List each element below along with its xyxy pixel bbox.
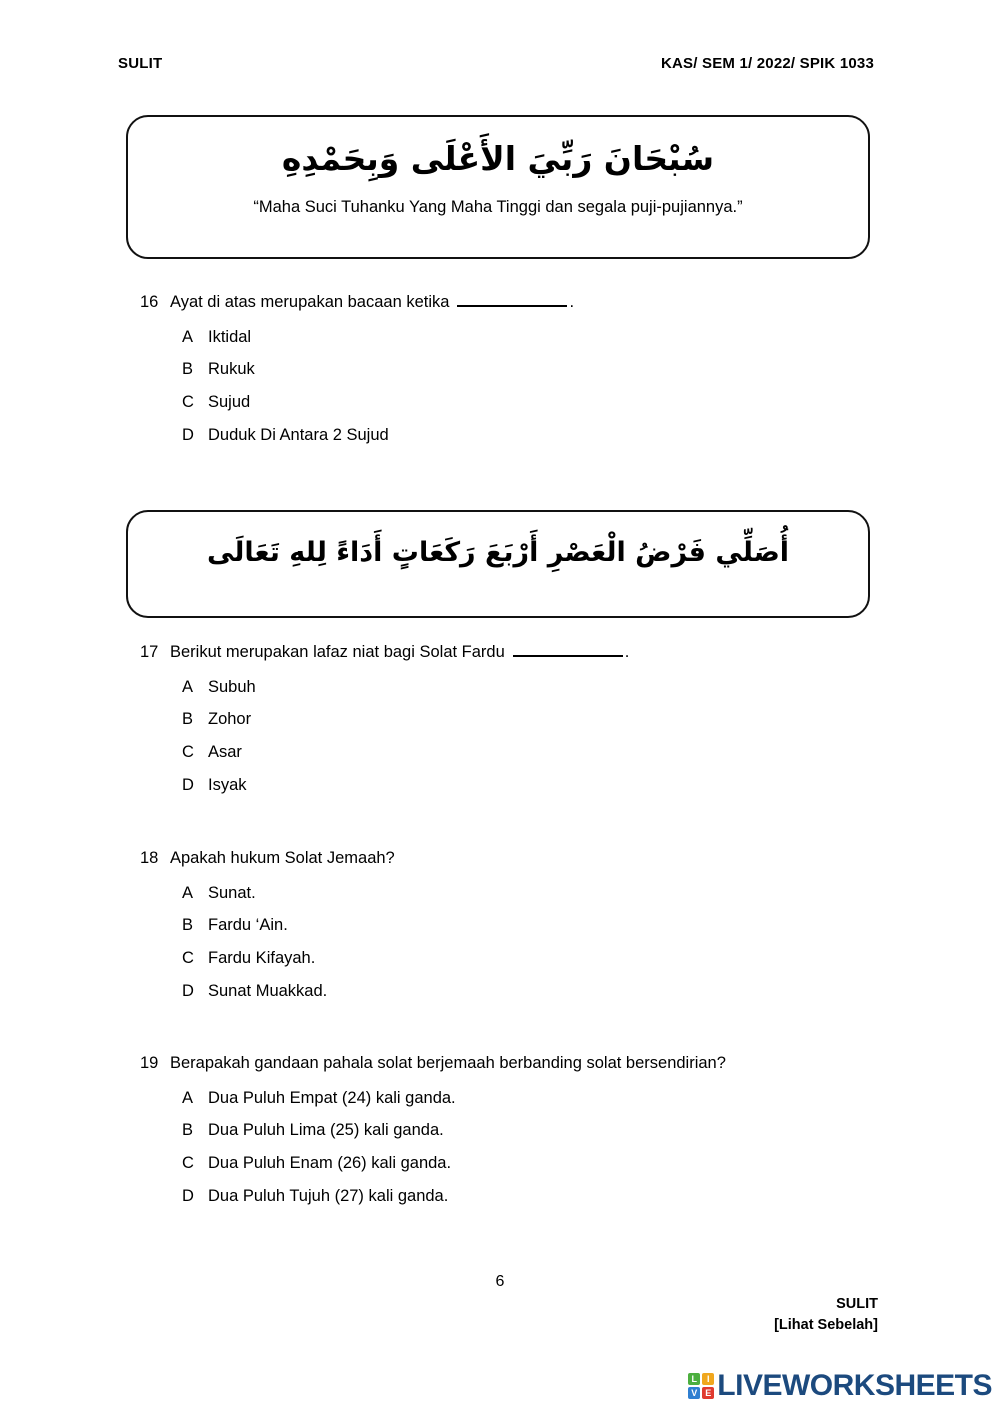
question-16 xyxy=(140,292,940,457)
question-16-text: Ayat di atas merupakan bacaan ketika xyxy=(170,293,450,311)
option-text: Duduk Di Antara 2 Sujud xyxy=(208,425,389,444)
question-18-stem xyxy=(140,848,940,869)
option-item[interactable] xyxy=(182,359,940,380)
option-letter: C xyxy=(182,1153,194,1172)
question-18-options xyxy=(182,883,940,1002)
liveworksheets-mark-icon xyxy=(688,1373,714,1399)
liveworksheets-wordmark: LIVEWORKSHEETS xyxy=(717,1369,992,1402)
option-text: Dua Puluh Empat (24) kali ganda. xyxy=(208,1088,456,1107)
option-text: Subuh xyxy=(208,677,256,696)
question-19 xyxy=(140,1053,940,1218)
option-text: Rukuk xyxy=(208,360,255,379)
option-letter: A xyxy=(182,883,194,902)
logo-cell-e: E xyxy=(702,1387,714,1399)
option-item[interactable] xyxy=(182,775,940,796)
arabic-text-tasbih: سُبْحَانَ رَبِّيَ الأَعْلَى وَبِحَمْدِهِ xyxy=(281,139,715,178)
question-18-text: Apakah hukum Solat Jemaah? xyxy=(170,849,395,867)
option-text: Dua Puluh Lima (25) kali ganda. xyxy=(208,1121,444,1140)
option-letter: B xyxy=(182,360,194,379)
option-text: Zohor xyxy=(208,710,252,729)
question-19-options xyxy=(182,1088,940,1207)
option-item[interactable] xyxy=(182,709,940,730)
page-header xyxy=(118,55,874,72)
question-17-options xyxy=(182,677,940,796)
footer-notes xyxy=(774,1294,878,1336)
option-letter: C xyxy=(182,392,194,411)
option-letter: B xyxy=(182,1121,194,1140)
option-letter: D xyxy=(182,775,194,794)
option-letter: C xyxy=(182,742,194,761)
option-text: Isyak xyxy=(208,775,247,794)
answer-blank-line xyxy=(457,305,567,307)
question-19-text: Berapakah gandaan pahala solat berjemaah berbanding solat bersendirian? xyxy=(170,1054,726,1072)
question-17-stem xyxy=(140,642,940,663)
option-letter: A xyxy=(182,677,194,696)
option-letter: D xyxy=(182,425,194,444)
header-confidential-label: SULIT xyxy=(118,55,163,72)
question-16-number: 16 xyxy=(140,293,159,311)
option-text: Iktidal xyxy=(208,327,252,346)
question-16-stem xyxy=(140,292,940,313)
question-17 xyxy=(140,642,940,807)
question-18 xyxy=(140,848,940,1013)
footer-confidential-label: SULIT xyxy=(836,1296,878,1312)
header-paper-code: KAS/ SEM 1/ 2022/ SPIK 1033 xyxy=(660,55,874,72)
logo-cell-v: V xyxy=(688,1387,700,1399)
liveworksheets-logo xyxy=(688,1371,992,1401)
option-text: Sujud xyxy=(208,392,251,411)
option-item[interactable] xyxy=(182,677,940,698)
question-16-options xyxy=(182,327,940,446)
option-item[interactable] xyxy=(182,981,940,1002)
option-text: Sunat Muakkad. xyxy=(208,981,328,1000)
arabic-stimulus-box-2 xyxy=(126,510,870,618)
option-letter: A xyxy=(182,327,194,346)
option-text: Fardu Kifayah. xyxy=(208,948,316,967)
page-number: 6 xyxy=(495,1273,505,1290)
question-19-number: 19 xyxy=(140,1054,159,1072)
option-item[interactable] xyxy=(182,1153,940,1174)
option-letter: D xyxy=(182,1186,194,1205)
option-item[interactable] xyxy=(182,1088,940,1109)
option-letter: B xyxy=(182,916,194,935)
answer-blank-line xyxy=(513,655,623,657)
option-item[interactable] xyxy=(182,327,940,348)
translation-text-tasbih: “Maha Suci Tuhanku Yang Maha Tinggi dan segala puji-pujiannya.” xyxy=(253,197,743,216)
option-text: Fardu ‘Ain. xyxy=(208,916,288,935)
arabic-stimulus-box-1 xyxy=(126,115,870,259)
option-item[interactable] xyxy=(182,392,940,413)
question-17-text: Berikut merupakan lafaz niat bagi Solat Fardu xyxy=(170,643,505,661)
option-item[interactable] xyxy=(182,425,940,446)
option-letter: C xyxy=(182,948,194,967)
question-18-number: 18 xyxy=(140,849,159,867)
question-16-period: . xyxy=(569,293,575,311)
question-19-stem xyxy=(140,1053,940,1074)
question-17-number: 17 xyxy=(140,643,159,661)
option-text: Asar xyxy=(208,742,242,761)
option-item[interactable] xyxy=(182,1186,940,1207)
logo-cell-l: L xyxy=(688,1373,700,1385)
option-item[interactable] xyxy=(182,883,940,904)
option-item[interactable] xyxy=(182,742,940,763)
arabic-text-niat: أُصَلِّي فَرْضُ الْعَصْرِ أَرْبَعَ رَكَعَاتٍ أَدَاءً لِلهِ تَعَالَى xyxy=(206,537,790,568)
option-item[interactable] xyxy=(182,1120,940,1141)
option-letter: B xyxy=(182,710,194,729)
option-text: Sunat. xyxy=(208,883,256,902)
option-text: Dua Puluh Tujuh (27) kali ganda. xyxy=(208,1186,449,1205)
option-text: Dua Puluh Enam (26) kali ganda. xyxy=(208,1153,452,1172)
question-17-period: . xyxy=(624,643,630,661)
option-letter: D xyxy=(182,981,194,1000)
option-item[interactable] xyxy=(182,915,940,936)
footer-turn-over-label: [Lihat Sebelah] xyxy=(774,1317,878,1334)
option-letter: A xyxy=(182,1088,194,1107)
logo-cell-i: I xyxy=(702,1373,714,1385)
option-item[interactable] xyxy=(182,948,940,969)
